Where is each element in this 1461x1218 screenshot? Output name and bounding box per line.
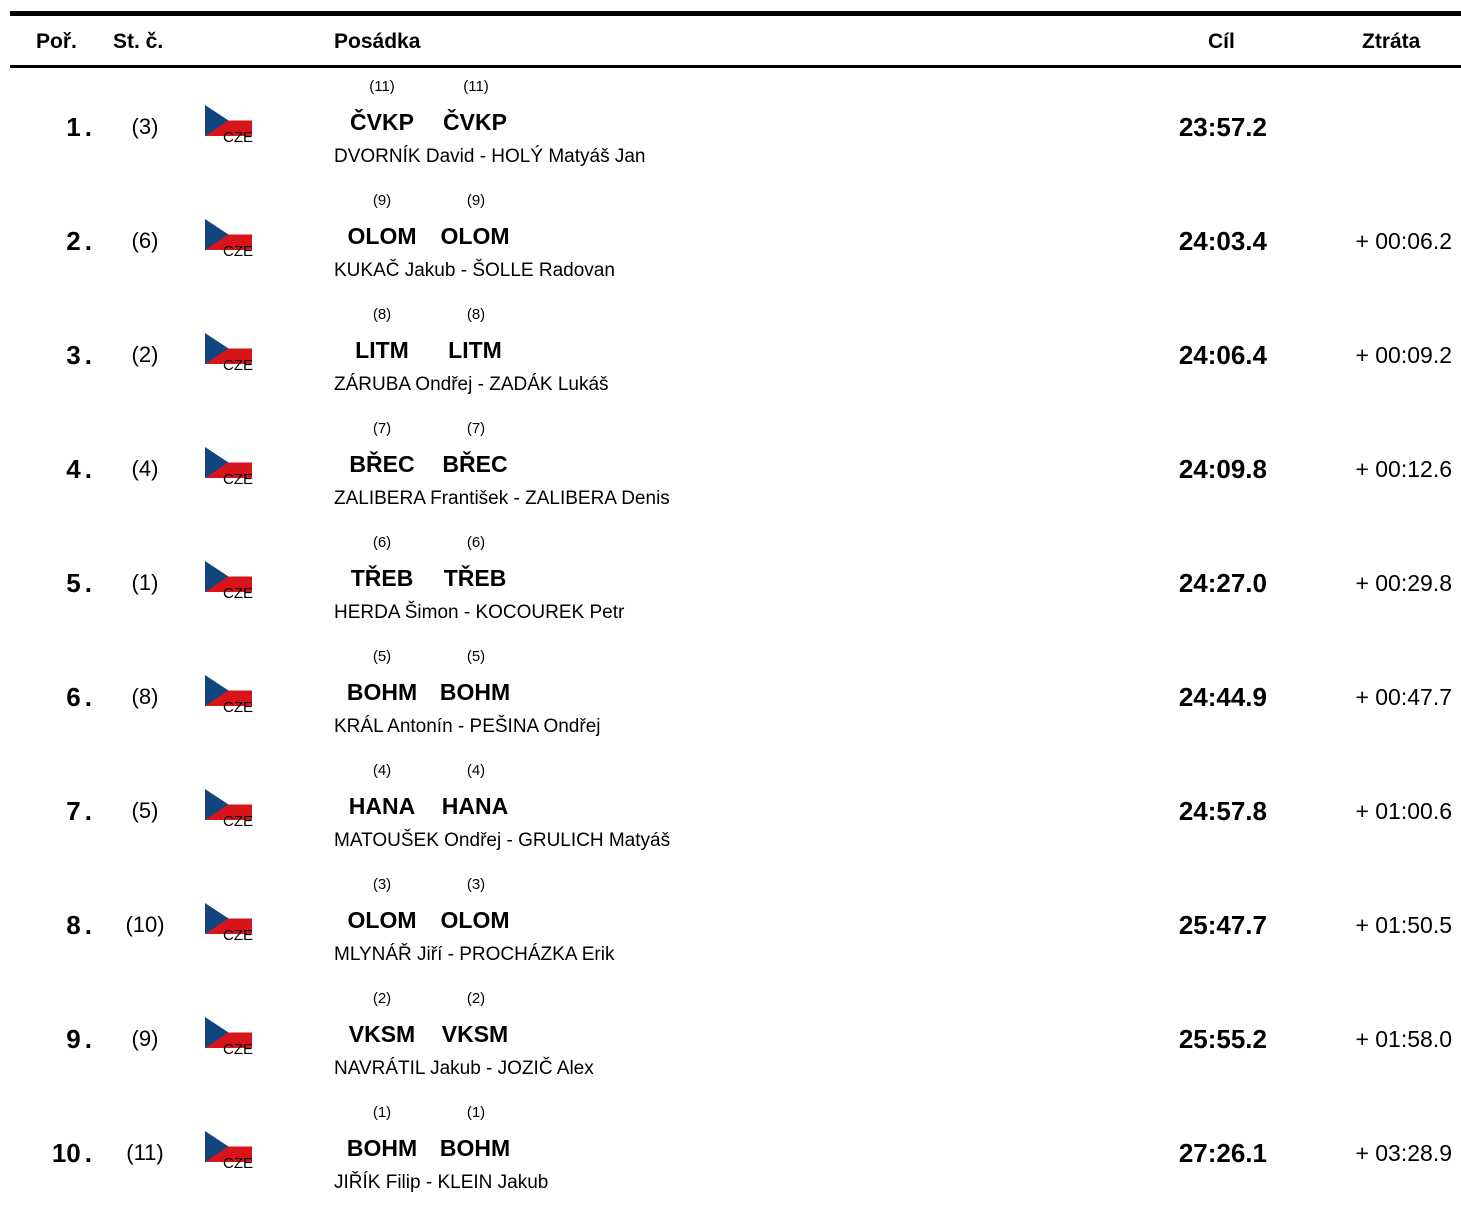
time-behind: + 01:50.5	[1355, 912, 1452, 938]
crew-names: KRÁL Antonín - PEŠINA Ondřej	[334, 716, 601, 737]
seat-number-1: (3)	[372, 876, 392, 893]
club-code-1: OLOM	[347, 907, 417, 933]
seat-number-1: (7)	[372, 420, 392, 437]
nation-code: CZE	[223, 927, 253, 944]
rank-dot: .	[84, 682, 92, 712]
header-finish: Cíl	[1208, 30, 1235, 53]
rank-number: 3	[66, 340, 81, 370]
club-code-2: LITM	[448, 337, 502, 363]
result-row	[0, 876, 1461, 990]
time-behind: + 00:09.2	[1355, 342, 1452, 368]
header-crew: Posádka	[334, 30, 421, 53]
rank-cell	[0, 568, 92, 598]
rank-cell	[0, 1138, 92, 1168]
club-code-1: BOHM	[346, 1135, 418, 1161]
result-row	[0, 990, 1461, 1104]
time-behind: + 03:28.9	[1355, 1140, 1452, 1166]
rank-number: 1	[66, 112, 81, 142]
seat-number-2: (7)	[466, 420, 486, 437]
start-number: (6)	[131, 228, 159, 253]
crew-names: DVORNÍK David - HOLÝ Matyáš Jan	[334, 146, 646, 167]
rank-number: 6	[66, 682, 81, 712]
seat-number-1: (8)	[372, 306, 392, 323]
rank-cell	[0, 454, 92, 484]
time-behind: + 00:06.2	[1355, 228, 1452, 254]
club-code-2: BOHM	[439, 1135, 511, 1161]
rank-number: 9	[66, 1024, 81, 1054]
nation-code: CZE	[223, 1155, 253, 1172]
finish-time: 27:26.1	[1178, 1138, 1267, 1168]
header-bib: St. č.	[113, 30, 164, 53]
rank-dot: .	[84, 112, 92, 142]
finish-time: 24:03.4	[1178, 226, 1267, 256]
header-behind: Ztráta	[1362, 30, 1421, 53]
rank-number: 10	[51, 1138, 81, 1168]
seat-number-2: (2)	[466, 990, 486, 1007]
club-code-1: BOHM	[346, 679, 418, 705]
rank-dot: .	[84, 454, 92, 484]
header-rank: Poř.	[36, 30, 77, 53]
finish-time: 24:44.9	[1178, 682, 1267, 712]
start-number: (8)	[131, 684, 159, 709]
rank-dot: .	[84, 1138, 92, 1168]
result-row	[0, 648, 1461, 762]
rank-dot: .	[84, 796, 92, 826]
start-number: (9)	[131, 1026, 159, 1051]
seat-number-2: (6)	[466, 534, 486, 551]
rank-dot: .	[84, 568, 92, 598]
result-row	[0, 192, 1461, 306]
seat-number-1: (2)	[372, 990, 392, 1007]
start-number: (10)	[125, 912, 165, 937]
crew-names: ZALIBERA František - ZALIBERA Denis	[334, 488, 670, 509]
club-code-1: HANA	[348, 793, 416, 819]
rank-number: 7	[66, 796, 81, 826]
rank-cell	[0, 910, 92, 940]
nation-code: CZE	[223, 129, 253, 146]
seat-number-2: (3)	[466, 876, 486, 893]
crew-names: MATOUŠEK Ondřej - GRULICH Matyáš	[334, 830, 671, 851]
rank-number: 4	[66, 454, 81, 484]
result-row	[0, 420, 1461, 534]
result-row	[0, 78, 1461, 192]
finish-time: 24:27.0	[1178, 568, 1267, 598]
rank-cell	[0, 226, 92, 256]
seat-number-1: (1)	[372, 1104, 392, 1121]
seat-number-2: (11)	[463, 78, 489, 95]
club-code-2: HANA	[441, 793, 509, 819]
rank-dot: .	[84, 340, 92, 370]
rank-number: 5	[66, 568, 81, 598]
rank-number: 8	[66, 910, 81, 940]
nation-code: CZE	[223, 585, 253, 602]
nation-code: CZE	[223, 357, 253, 374]
time-behind: + 01:58.0	[1355, 1026, 1452, 1052]
club-code-2: BOHM	[439, 679, 511, 705]
time-behind: + 00:47.7	[1355, 684, 1452, 710]
seat-number-1: (4)	[372, 762, 392, 779]
finish-time: 24:06.4	[1178, 340, 1267, 370]
start-number: (11)	[126, 1140, 164, 1165]
rank-number: 2	[66, 226, 81, 256]
result-row	[0, 534, 1461, 648]
club-code-1: BŘEC	[349, 451, 415, 477]
rank-cell	[0, 682, 92, 712]
seat-number-2: (9)	[466, 192, 486, 209]
seat-number-2: (1)	[466, 1104, 486, 1121]
result-row	[0, 306, 1461, 420]
finish-time: 25:47.7	[1178, 910, 1267, 940]
seat-number-1: (5)	[372, 648, 392, 665]
seat-number-1: (6)	[372, 534, 392, 551]
start-number: (4)	[131, 456, 159, 481]
finish-time: 24:09.8	[1178, 454, 1267, 484]
seat-number-1: (11)	[369, 78, 395, 95]
result-row	[0, 1104, 1461, 1218]
club-code-2: BŘEC	[442, 451, 508, 477]
crew-names: NAVRÁTIL Jakub - JOZIČ Alex	[334, 1058, 594, 1079]
crew-names: KUKAČ Jakub - ŠOLLE Radovan	[334, 260, 615, 281]
seat-number-1: (9)	[372, 192, 392, 209]
seat-number-2: (5)	[466, 648, 486, 665]
start-number: (2)	[131, 342, 159, 367]
time-behind: + 00:29.8	[1355, 570, 1452, 596]
finish-time: 23:57.2	[1178, 112, 1267, 142]
rank-cell	[0, 1024, 92, 1054]
nation-code: CZE	[223, 699, 253, 716]
time-behind: + 01:00.6	[1355, 798, 1452, 824]
nation-code: CZE	[223, 1041, 253, 1058]
crew-names: MLYNÁŘ Jiří - PROCHÁZKA Erik	[334, 944, 615, 965]
rank-dot: .	[84, 226, 92, 256]
club-code-1: LITM	[355, 337, 409, 363]
club-code-1: VKSM	[348, 1021, 416, 1047]
club-code-2: TŘEB	[443, 565, 507, 591]
rank-cell	[0, 796, 92, 826]
club-code-1: TŘEB	[350, 565, 414, 591]
time-behind: + 00:12.6	[1355, 456, 1452, 482]
nation-code: CZE	[223, 471, 253, 488]
finish-time: 25:55.2	[1178, 1024, 1267, 1054]
start-number: (3)	[131, 114, 159, 139]
nation-code: CZE	[223, 243, 253, 260]
crew-names: HERDA Šimon - KOCOUREK Petr	[334, 602, 625, 623]
club-code-1: OLOM	[347, 223, 417, 249]
rank-cell	[0, 340, 92, 370]
start-number: (1)	[131, 570, 159, 595]
club-code-2: OLOM	[440, 907, 510, 933]
start-number: (5)	[131, 798, 159, 823]
nation-code: CZE	[223, 813, 253, 830]
rank-cell	[0, 112, 92, 142]
seat-number-2: (8)	[466, 306, 486, 323]
seat-number-2: (4)	[466, 762, 486, 779]
rank-dot: .	[84, 910, 92, 940]
rank-dot: .	[84, 1024, 92, 1054]
finish-time: 24:57.8	[1178, 796, 1267, 826]
club-code-2: ČVKP	[443, 109, 507, 135]
crew-names: ZÁRUBA Ondřej - ZADÁK Lukáš	[334, 374, 609, 395]
club-code-2: OLOM	[440, 223, 510, 249]
club-code-1: ČVKP	[350, 109, 414, 135]
club-code-2: VKSM	[441, 1021, 509, 1047]
crew-names: JIŘÍK Filip - KLEIN Jakub	[334, 1172, 549, 1193]
result-row	[0, 762, 1461, 876]
